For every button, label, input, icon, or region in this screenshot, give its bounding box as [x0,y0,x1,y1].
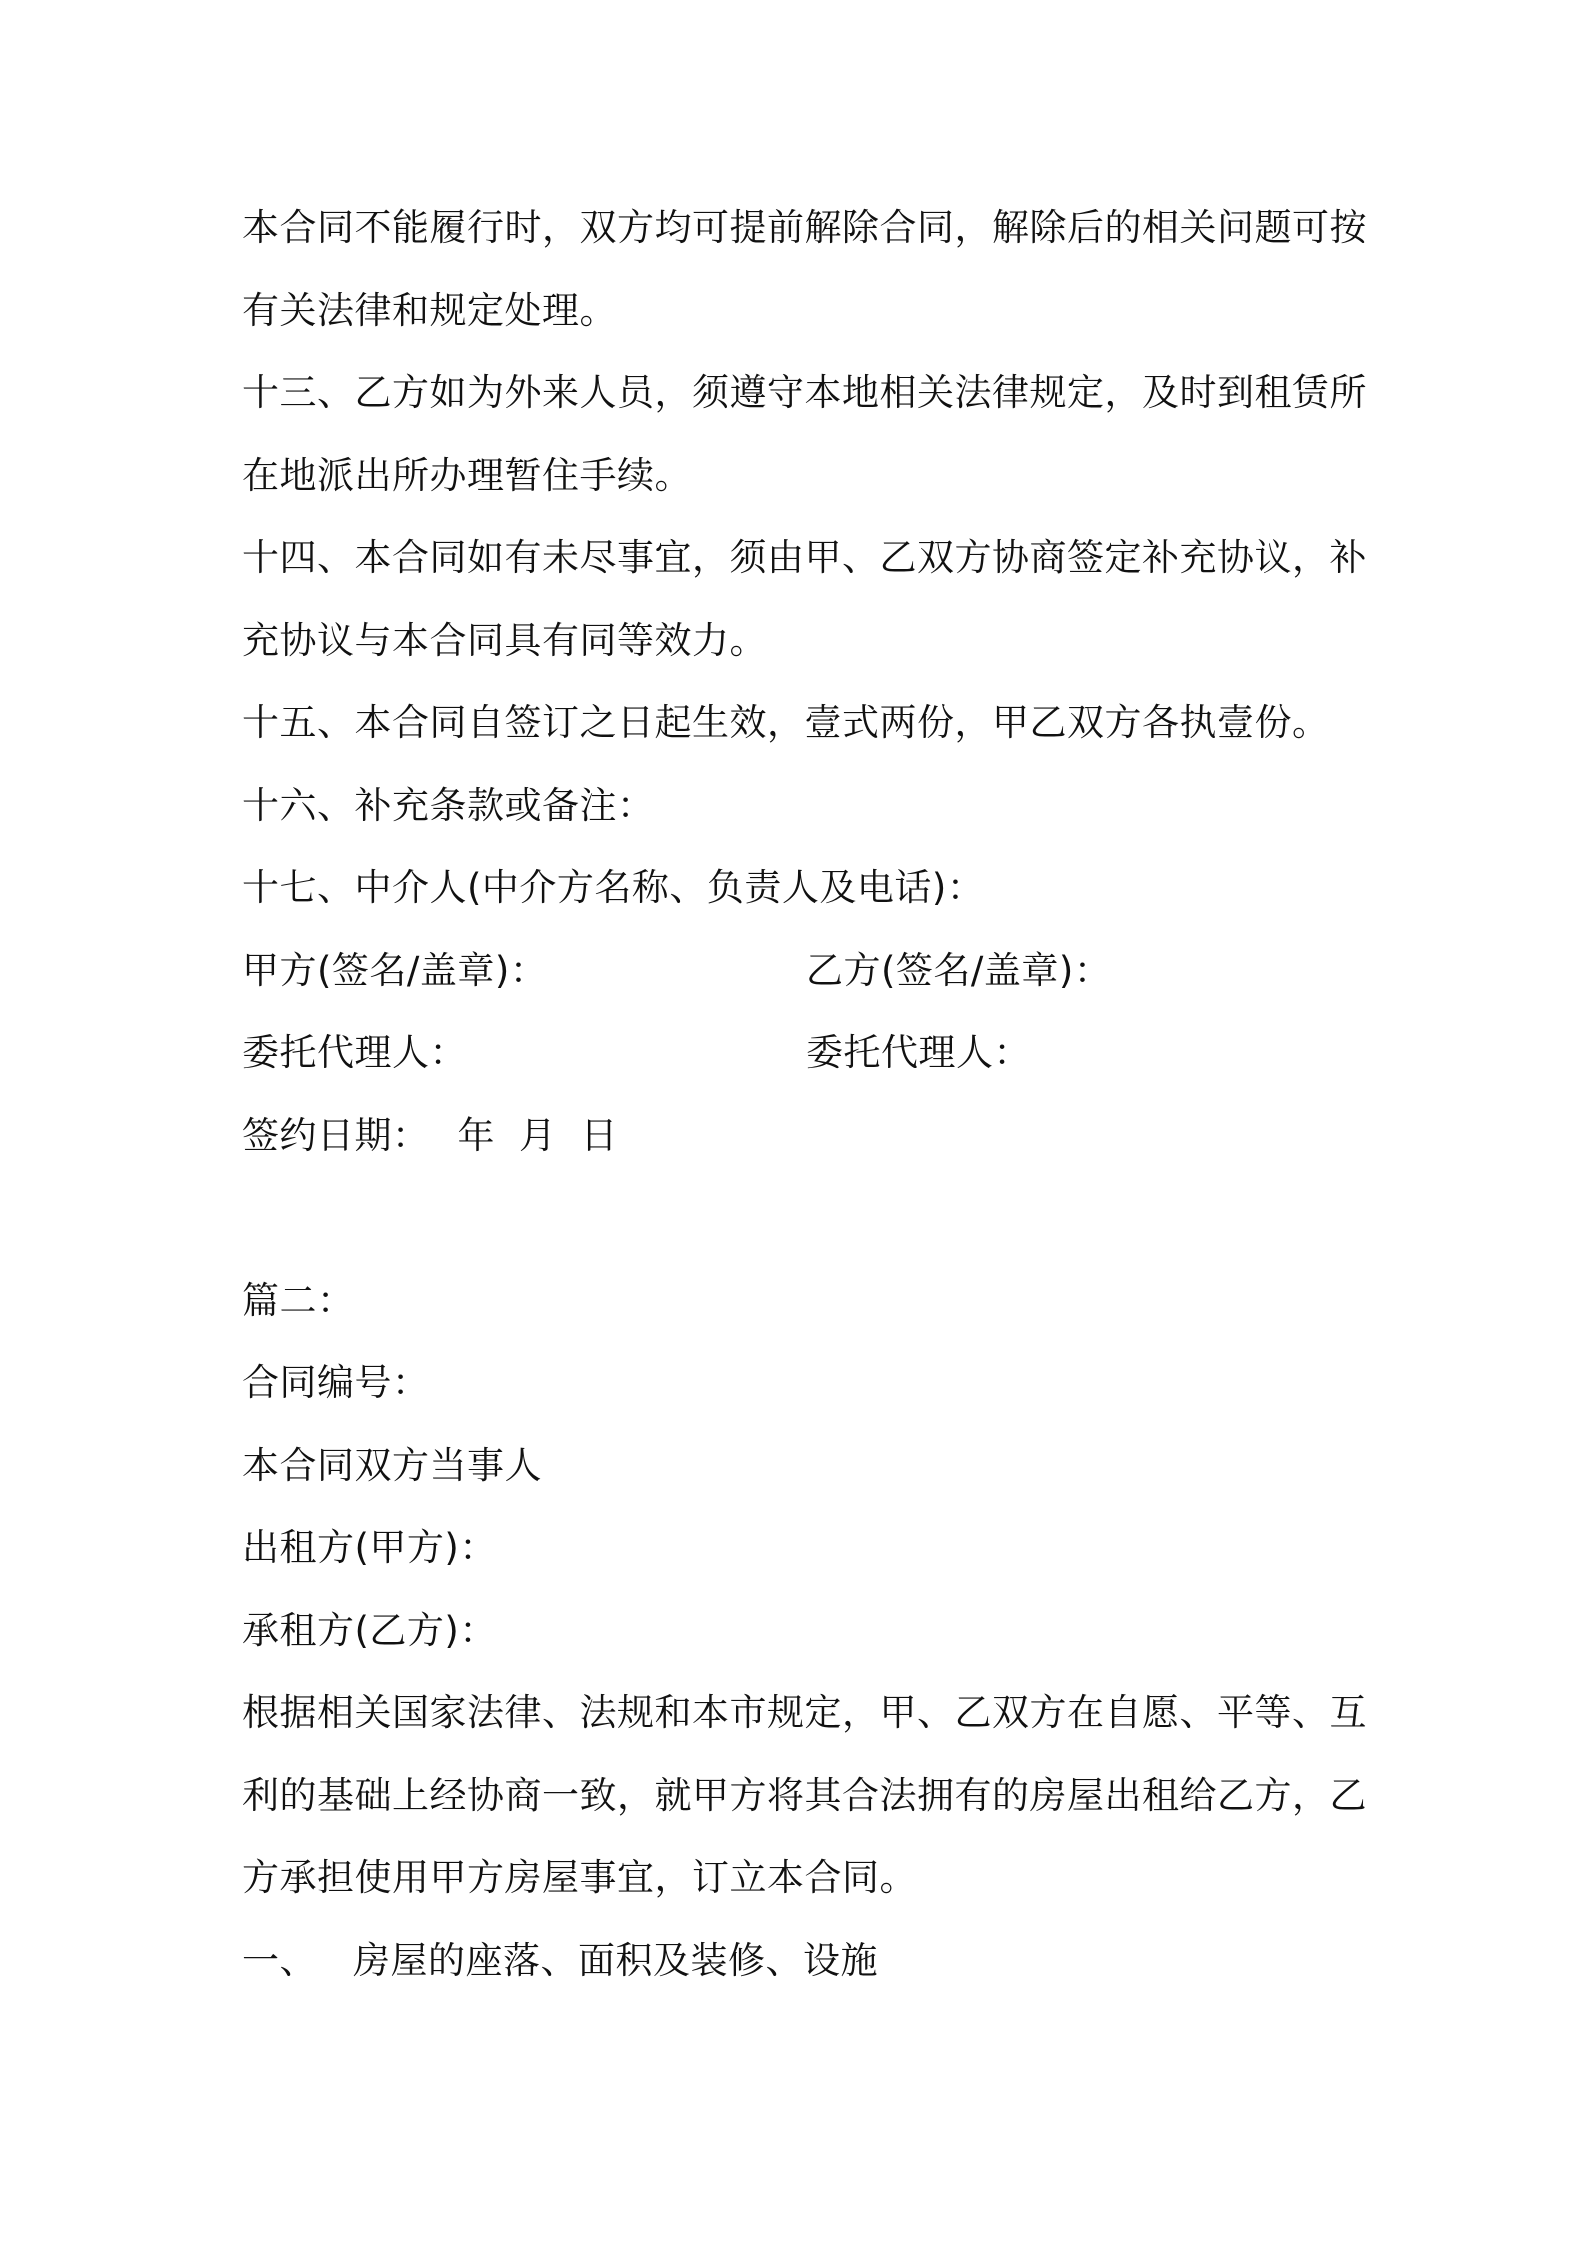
part-two-heading: 篇二： [242,1278,355,1322]
clause-16: 十六、补充条款或备注： [242,783,655,827]
parties-heading: 本合同双方当事人 [242,1443,542,1487]
preamble-line: 根据相关国家法律、法规和本市规定，甲、乙双方在自愿、平等、互 [242,1691,1367,1734]
blank-line [242,1188,1362,1271]
signing-date-line [242,1106,1362,1189]
preamble-line: 方承担使用甲方房屋事宜，订立本合同。 [242,1856,917,1899]
clause-15: 十五、本合同自签订之日起生效，壹式两份，甲乙双方各执壹份。 [242,701,1330,744]
agent-b-label: 委托代理人： [806,1031,1031,1074]
contract-number-label: 合同编号： [242,1361,430,1404]
clause-14: 十四、本合同如有未尽事宜，须由甲、乙双方协商签定补充协议，补 [242,536,1367,579]
lessee-label: 承租方(乙方)： [242,1608,497,1652]
document-body [242,198,1367,2013]
signature-row-parties [242,941,1362,1024]
signature-row-agents [242,1023,1362,1106]
contract-text-line: 有关法律和规定处理。 [242,288,617,332]
date-year: 年 [457,1113,495,1157]
contract-text-line: 在地派出所办理暂住手续。 [242,453,692,497]
section-one-number: 一、 [242,1938,317,1982]
contract-text-line: 本合同不能履行时，双方均可提前解除合同，解除后的相关问题可按 [242,206,1367,249]
party-b-signature-label: 乙方(签名/盖章)： [806,948,1112,992]
lessor-label: 出租方(甲方)： [242,1526,497,1569]
party-a-signature-label: 甲方(签名/盖章)： [242,948,548,992]
preamble-line: 利的基础上经协商一致，就甲方将其合法拥有的房屋出租给乙方，乙 [242,1773,1367,1817]
signing-date-label: 签约日期： [242,1113,430,1157]
date-day: 日 [580,1113,618,1157]
date-month: 月 [519,1113,557,1157]
contract-text-line: 充协议与本合同具有同等效力。 [242,618,767,662]
section-one-heading [242,1931,1362,2014]
section-one-title: 房屋的座落、面积及装修、设施 [353,1938,878,1982]
clause-17: 十七、中介人(中介方名称、负责人及电话)： [242,866,985,909]
clause-13: 十三、乙方如为外来人员，须遵守本地相关法律规定，及时到租赁所 [242,371,1367,414]
agent-a-label: 委托代理人： [242,1031,467,1074]
